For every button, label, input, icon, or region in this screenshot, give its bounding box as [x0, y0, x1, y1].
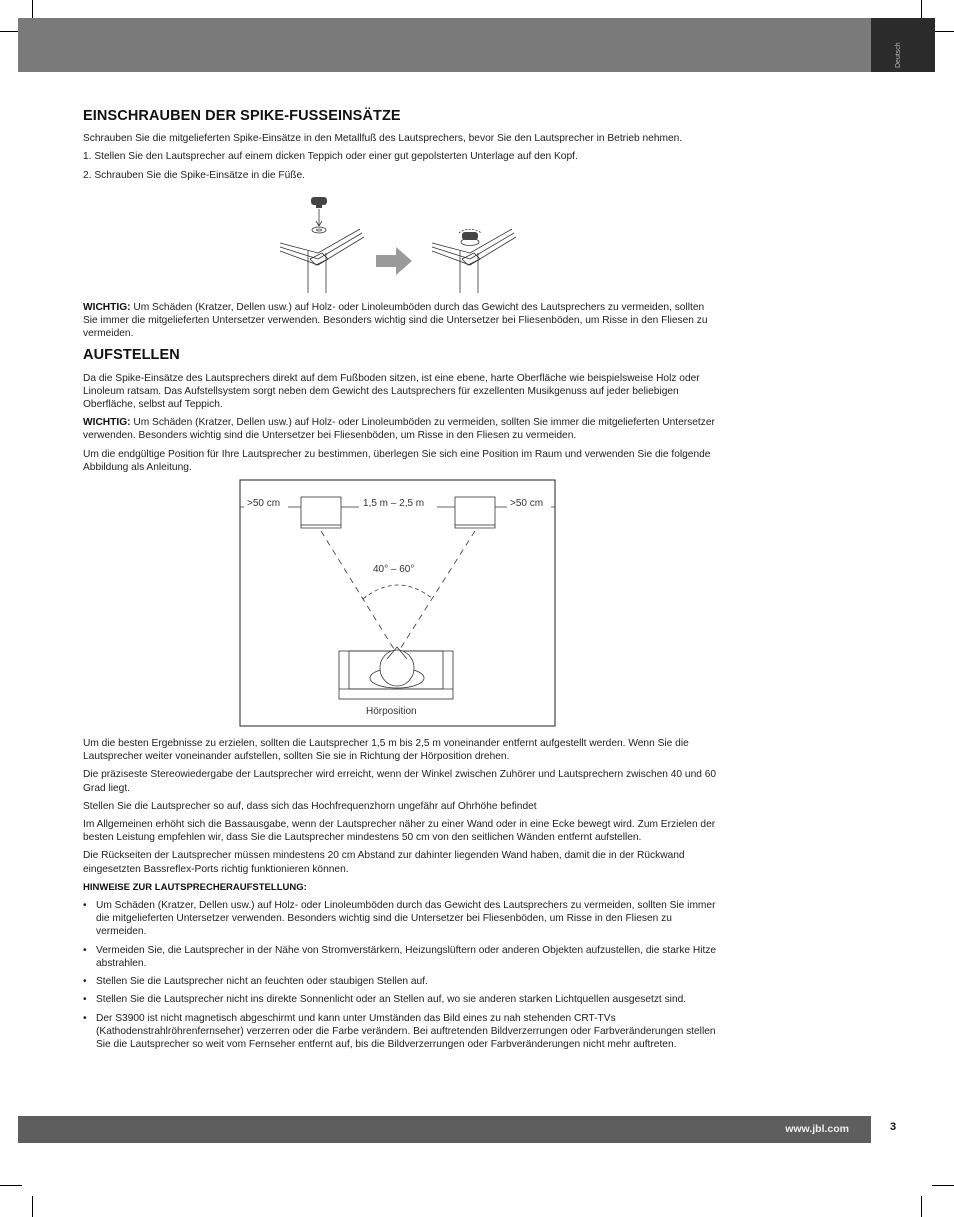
diagram-speaker-gap-label: 1,5 m – 2,5 m	[363, 498, 425, 510]
spikes-intro: Schrauben Sie die mitgelieferten Spike-Einsätze in den Metallfuß des Lautsprechers, bevor Sie den Lautsprecher in Betrieb nehmen.	[83, 133, 683, 145]
diagram-left-gap-label: >50 cm	[247, 498, 281, 510]
main-content	[83, 110, 718, 1056]
list-item: • Stellen Sie die Lautsprecher nicht ins direkte Sonnenlicht oder an Stellen auf, wo sie anderen starken Lichtquellen ausgesetzt sind.	[83, 993, 718, 1006]
crop-mark	[32, 1196, 33, 1217]
list-item: • Stellen Sie die Lautsprecher nicht an feuchten oder staubigen Stellen auf.	[83, 975, 718, 988]
diagram-right-gap-label: >50 cm	[510, 498, 544, 510]
placement-stereo: Die präziseste Stereowiedergabe der Lautsprecher wird erreicht, wenn der Winkel zwischen Zuhörer und Lautsprechern zwischen 40 und 60 Grad liegt.	[83, 769, 717, 794]
section-title-placement: AUFSTELLEN	[83, 347, 180, 364]
spikes-warning: WICHTIG: Um Schäden (Kratzer, Dellen usw.) auf Holz- oder Linoleumböden durch das Gewicht des Lautsprechers zu vermeiden, sollten Sie immer die mitgelieferten Untersetzer verwenden. Besonders wichtig sind die Untersetzer bei Fliesenböden, um Risse in den Fliesen zu vermeiden.	[83, 301, 708, 340]
hints-list	[83, 899, 718, 1051]
list-item: • Um Schäden (Kratzer, Dellen usw.) auf Holz- oder Linoleumböden durch das Gewicht des Lautsprechers zu vermeiden, sollten Sie immer die mitgelieferten Untersetzer verwenden. Besonders wichtig sind die Untersetzer bei Fliesenböden, um Risse in den Fliesen zu vermeiden.	[83, 899, 718, 939]
crop-mark	[921, 1196, 922, 1217]
placement-distance: Um die besten Ergebnisse zu erzielen, sollten die Lautsprecher 1,5 m bis 2,5 m voneinander entfernt aufgestellt werden. Wenn Sie die Lautsprecher weiter voneinander aufstellen, sollten Sie sie in Richtung der Hörposition drehen.	[83, 738, 689, 763]
section-title-spikes: EINSCHRAUBEN DER SPIKE-FUSSEINSÄTZE	[83, 108, 401, 124]
placement-warning: WICHTIG: Um Schäden (Kratzer, Dellen usw.) auf Holz- oder Linoleumböden zu vermeiden, sollten Sie immer die mitgelieferten Untersetzer verwenden. Besonders wichtig sind die Untersetzer bei Fliesenböden, um Risse in den Fliesen zu vermeiden.	[83, 417, 715, 442]
diagram-angle-label: 40° – 60°	[373, 564, 415, 576]
placement-position-intro: Um die endgültige Position für Ihre Lautsprecher zu bestimmen, überlegen Sie sich eine Position im Raum und verwenden Sie die folgende Abbildung als Anleitung.	[83, 448, 711, 473]
header-bar	[18, 18, 871, 72]
footer-bar	[18, 1116, 871, 1143]
hints-title: HINWEISE ZUR LAUTSPRECHERAUFSTELLUNG:	[83, 881, 307, 893]
language-tab	[871, 18, 935, 72]
list-item: • Der S3900 ist nicht magnetisch abgeschirmt und kann unter Umständen das Bild eines zu nah stehenden CRT-TVs (Kathodenstrahlröhrenfernseher) verzerren oder die Farbe verändern. Bei auftretenden Bildverzerrungen oder Farbveränderungen stellen Sie die Lautsprecher so weit vom Fernseher entfernt auf, bis die Bildverzerrungen oder Farbveränderungen nicht mehr auftreten.	[83, 1012, 718, 1052]
page-number: 3	[890, 1121, 897, 1133]
placement-bass: Im Allgemeinen erhöht sich die Bassausgabe, wenn der Lautsprecher näher zu einer Wand oder in eine Ecke bewegt wird. Zum Erzielen der besten Leistung empfehlen wir, dass Sie die Lautsprecher mindestens 50 cm von den seitlichen Wänden entfernt aufstellen.	[83, 819, 716, 844]
spikes-step-1: 1. Stellen Sie den Lautsprecher auf einem dicken Teppich oder einer gut gepolsterten Unterlage auf den Kopf.	[83, 151, 578, 163]
crop-mark	[0, 1185, 22, 1186]
placement-rear: Die Rückseiten der Lautsprecher müssen mindestens 20 cm Abstand zur dahinter liegenden Wand haben, damit die in der Rückwand eingesetzten Bassreflex-Ports richtig funktionieren können.	[83, 850, 685, 875]
crop-mark	[932, 1185, 954, 1186]
diagram-listening-position-label: Hörposition	[366, 706, 417, 718]
placement-height: Stellen Sie die Lautsprecher so auf, dass sich das Hochfrequenzhorn ungefähr auf Ohrhöhe befindet	[83, 800, 537, 812]
footer-url: www.jbl.com	[785, 1123, 849, 1135]
spikes-step-2: 2. Schrauben Sie die Spike-Einsätze in die Füße.	[83, 169, 305, 181]
spike-installation-illustration	[278, 187, 518, 293]
crop-mark	[932, 31, 954, 32]
placement-intro: Da die Spike-Einsätze des Lautsprechers direkt auf dem Fußboden sitzen, ist eine ebene, harte Oberfläche wie beispielsweise Holz oder Linoleum ratsam. Das Aufstellsystem sorgt neben dem Gewicht des Lautsprechers für exzellenten Musikgenuss auf jeder beliebigen Oberfläche, selbst auf Teppich.	[83, 372, 700, 411]
list-item: • Vermeiden Sie, die Lautsprecher in der Nähe von Stromverstärkern, Heizungslüftern oder anderen Objekten aufzustellen, die starke Hitze abstrahlen.	[83, 944, 718, 970]
placement-diagram	[239, 479, 556, 727]
language-tab-label: Deutsch	[895, 42, 902, 68]
